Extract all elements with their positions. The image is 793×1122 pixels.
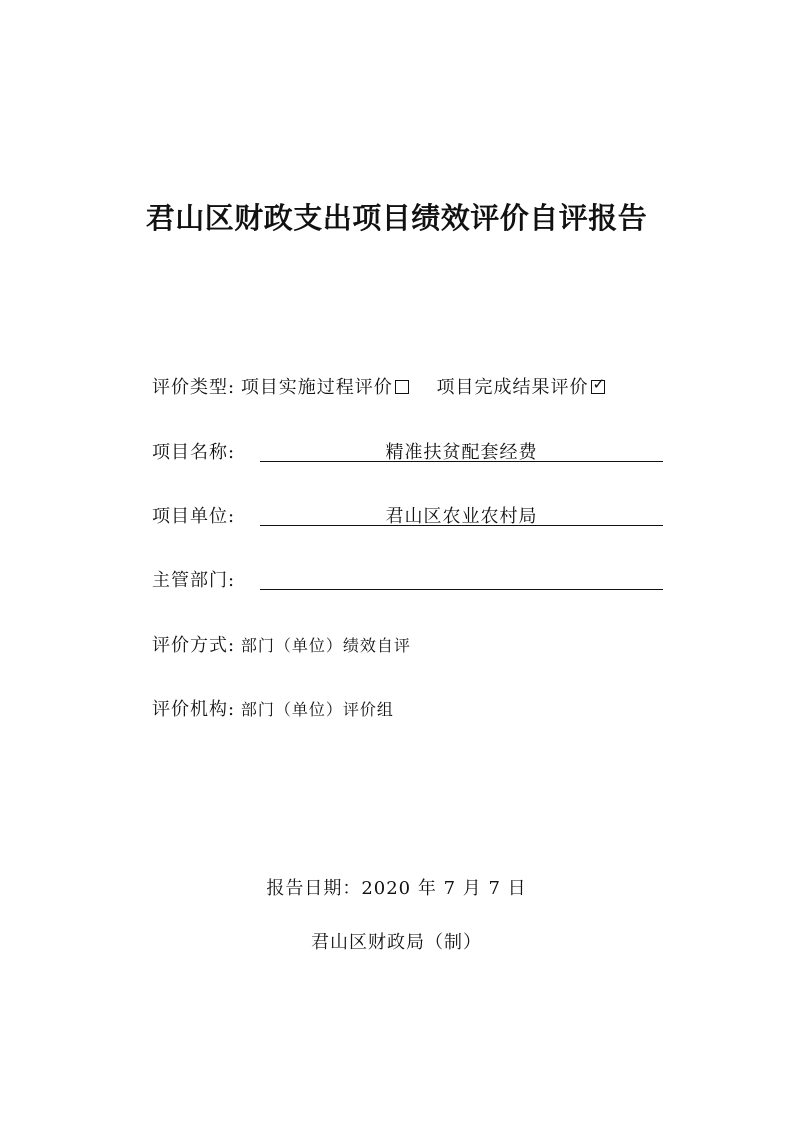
project-unit-row: [152, 503, 235, 531]
supervising-dept-label: 主管部门:: [152, 570, 236, 591]
report-date: 报告日期：2020 年 7 月 7 日: [266, 878, 527, 899]
eval-type-label: 评价类型:: [152, 377, 236, 398]
process-eval-checkbox[interactable]: [395, 380, 409, 394]
eval-org-value: 部门（单位）评价组: [240, 700, 394, 719]
result-eval-checkbox[interactable]: [591, 375, 607, 394]
report-title: 君山区财政支出项目绩效评价自评报告: [145, 201, 648, 235]
project-unit-underline: [260, 525, 663, 526]
eval-type-option-result-label: 项目完成结果评价: [436, 377, 589, 398]
eval-method-row: [152, 632, 411, 660]
eval-org-label: 评价机构:: [152, 699, 236, 720]
eval-method-value: 部门（单位）绩效自评: [240, 636, 411, 655]
project-unit-label: 项目单位:: [152, 506, 236, 527]
check-mark-icon: ✓: [592, 375, 607, 393]
project-name-row: [152, 439, 235, 467]
supervising-dept-row: [152, 567, 235, 595]
project-name-value: 精准扶贫配套经费: [385, 442, 538, 463]
eval-type-option-process: [241, 374, 409, 402]
eval-type-option-result: [437, 374, 605, 402]
project-name-underline: [260, 461, 663, 462]
project-unit-value: 君山区农业农村局: [385, 506, 538, 527]
project-name-label: 项目名称:: [152, 442, 236, 463]
eval-org-row: [152, 696, 394, 724]
supervising-dept-underline: [260, 589, 663, 590]
eval-type-option-process-label: 项目实施过程评价: [240, 377, 393, 398]
eval-type-row: [152, 374, 605, 402]
eval-method-label: 评价方式:: [152, 635, 236, 656]
issuer: 君山区财政局（制）: [311, 932, 482, 953]
